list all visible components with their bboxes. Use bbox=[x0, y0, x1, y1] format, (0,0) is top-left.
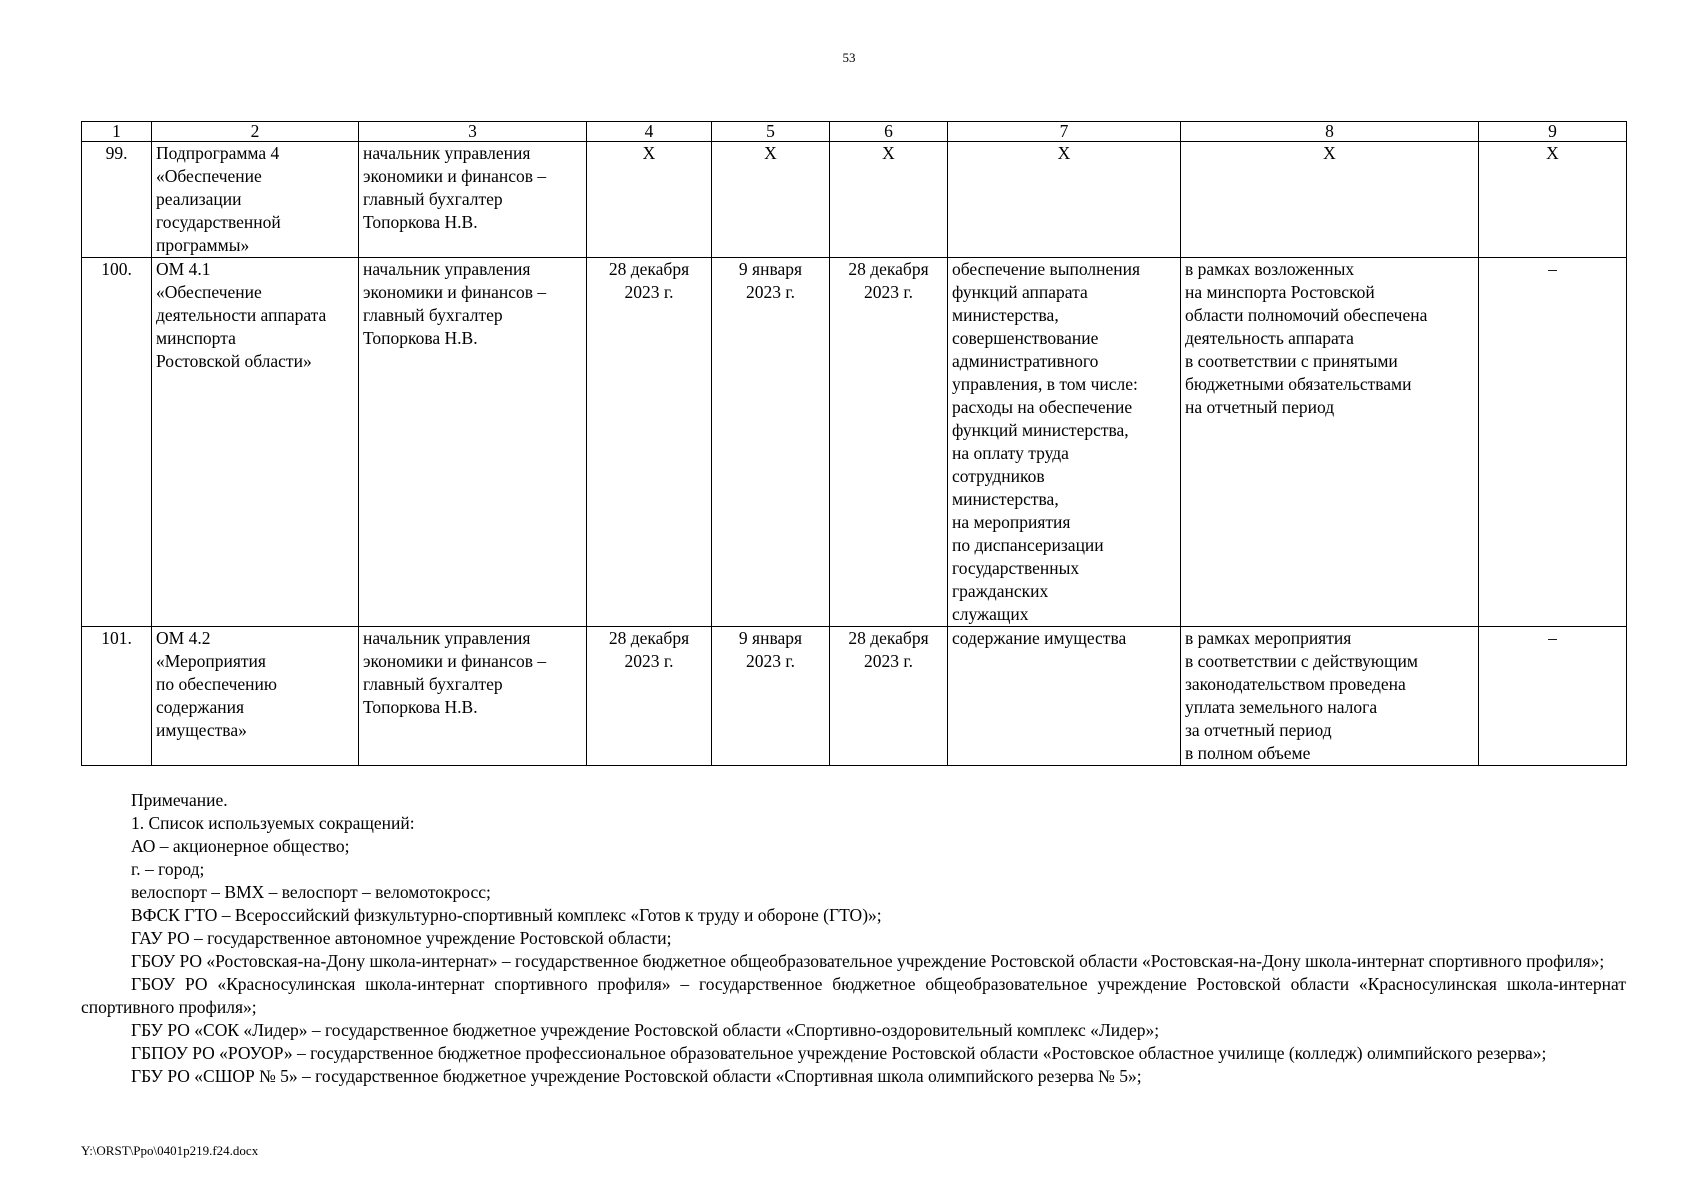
cell-line: совершенствование bbox=[952, 328, 1099, 348]
cell-line: начальник управления bbox=[363, 143, 531, 163]
reason-cell: Х bbox=[1479, 142, 1627, 258]
cell-line: содержание имущества bbox=[952, 628, 1127, 648]
responsible-person-cell bbox=[359, 627, 587, 766]
cell-line: Х bbox=[764, 143, 777, 163]
table-row bbox=[82, 142, 1627, 258]
column-header: 5 bbox=[712, 122, 830, 142]
notes-title: Примечание. bbox=[131, 790, 228, 810]
cell-line: Х bbox=[1057, 143, 1071, 163]
cell-line: 28 декабря bbox=[608, 628, 690, 648]
cell-line: Топоркова Н.В. bbox=[363, 328, 478, 348]
cell-line: сотрудников bbox=[952, 466, 1045, 486]
planned-date-cell bbox=[587, 627, 712, 766]
cell-line: содержания bbox=[156, 697, 245, 717]
cell-line: министерства, bbox=[952, 489, 1059, 509]
cell-line: 2023 г. bbox=[624, 282, 674, 302]
column-header: 3 bbox=[359, 122, 587, 142]
cell-line: «Мероприятия bbox=[156, 651, 266, 671]
planned-results-cell bbox=[948, 142, 1181, 258]
cell-line: в рамках мероприятия bbox=[1185, 628, 1352, 648]
table-row bbox=[82, 627, 1627, 766]
note-item: ГБОУ РО «Красносулинская школа-интернат спортивного профиля» – государственное бюджетное общеобразовательное учреждение Ростовской области «Красносулинская школа-интернат спортивного профиля»; bbox=[81, 974, 1626, 1017]
cell-line: 2023 г. bbox=[746, 282, 795, 302]
cell-line: Х bbox=[882, 143, 895, 163]
cell-line: 2023 г. bbox=[624, 651, 674, 671]
end-date-cell bbox=[830, 142, 948, 258]
cell-line: министерства, bbox=[952, 305, 1059, 325]
cell-line: ОМ 4.1 bbox=[156, 259, 211, 279]
reason-cell: – bbox=[1479, 627, 1627, 766]
row-number-cell: 99. bbox=[82, 142, 152, 258]
note-item: 1. Список используемых сокращений: bbox=[131, 813, 415, 833]
activity-name-cell bbox=[152, 142, 359, 258]
note-item: ВФСК ГТО – Всероссийский физкультурно-спортивный комплекс «Готов к труду и обороне (ГТО)»; bbox=[131, 905, 882, 925]
column-header: 8 bbox=[1181, 122, 1479, 142]
table-row bbox=[82, 258, 1627, 627]
cell-line: Х bbox=[1323, 143, 1336, 163]
actual-results-cell bbox=[1181, 258, 1479, 627]
cell-line: по диспансеризации bbox=[952, 535, 1104, 555]
cell-line: реализации bbox=[156, 189, 242, 209]
activity-name-cell bbox=[152, 627, 359, 766]
cell-line: программы» bbox=[156, 235, 250, 255]
cell-line: экономики и финансов – bbox=[363, 651, 547, 671]
cell-line: Х bbox=[642, 143, 656, 163]
responsible-person-cell bbox=[359, 142, 587, 258]
note-item: г. – город; bbox=[131, 859, 205, 879]
start-date-cell bbox=[712, 142, 830, 258]
cell-line: Топоркова Н.В. bbox=[363, 212, 478, 232]
cell-line: 9 января bbox=[738, 628, 803, 648]
note-item: ГБУ РО «СОК «Лидер» – государственное бюджетное учреждение Ростовской области «Спортивно-оздоровительный комплекс «Лидер»; bbox=[131, 1020, 1160, 1040]
cell-line: минспорта bbox=[156, 328, 236, 348]
table-header-row bbox=[82, 122, 1627, 142]
cell-line: административного bbox=[952, 351, 1099, 371]
cell-line: в рамках возложенных bbox=[1185, 259, 1355, 279]
cell-line: Ростовской области» bbox=[156, 351, 312, 371]
cell-line: функций министерства, bbox=[952, 420, 1129, 440]
cell-line: за отчетный период bbox=[1185, 720, 1332, 740]
cell-line: на оплату труда bbox=[952, 443, 1069, 463]
cell-line: на мероприятия bbox=[952, 512, 1071, 532]
cell-line: начальник управления bbox=[363, 628, 531, 648]
note-item: ГАУ РО – государственное автономное учреждение Ростовской области; bbox=[131, 928, 672, 948]
cell-line: «Обеспечение bbox=[156, 282, 262, 302]
cell-line: государственных bbox=[952, 558, 1080, 578]
cell-line: в соответствии с действующим bbox=[1185, 651, 1418, 671]
activity-name-cell bbox=[152, 258, 359, 627]
cell-line: 9 января bbox=[738, 259, 803, 279]
cell-line: государственной bbox=[156, 212, 281, 232]
column-header: 9 bbox=[1479, 122, 1627, 142]
cell-line: «Обеспечение bbox=[156, 166, 262, 186]
cell-line: ОМ 4.2 bbox=[156, 628, 211, 648]
cell-line: области полномочий обеспечена bbox=[1185, 305, 1428, 325]
column-header: 1 bbox=[82, 122, 152, 142]
cell-line: деятельности аппарата bbox=[156, 305, 327, 325]
row-number-cell: 100. bbox=[82, 258, 152, 627]
cell-line: уплата земельного налога bbox=[1185, 697, 1378, 717]
column-header: 7 bbox=[948, 122, 1181, 142]
start-date-cell bbox=[712, 627, 830, 766]
cell-line: главный бухгалтер bbox=[363, 189, 503, 209]
cell-line: бюджетными обязательствами bbox=[1185, 374, 1412, 394]
cell-line: на минспорта Ростовской bbox=[1185, 282, 1375, 302]
cell-line: функций аппарата bbox=[952, 282, 1088, 302]
file-path-footer: Y:\ORST\Ppo\0401p219.f24.docx bbox=[81, 1143, 259, 1158]
actual-results-cell bbox=[1181, 142, 1479, 258]
cell-line: экономики и финансов – bbox=[363, 282, 547, 302]
cell-line: главный бухгалтер bbox=[363, 305, 503, 325]
end-date-cell bbox=[830, 627, 948, 766]
column-header: 6 bbox=[830, 122, 948, 142]
cell-line: экономики и финансов – bbox=[363, 166, 547, 186]
cell-line: в полном объеме bbox=[1185, 743, 1311, 763]
note-item: ГБПОУ РО «РОУОР» – государственное бюджетное профессиональное образовательное учреждение Ростовской области «Ростовское областное училище (колледж) олимпийского резерва»; bbox=[131, 1043, 1547, 1063]
cell-line: Подпрограмма 4 bbox=[156, 143, 280, 163]
row-number-cell: 101. bbox=[82, 627, 152, 766]
cell-line: 2023 г. bbox=[746, 651, 795, 671]
planned-date-cell bbox=[587, 142, 712, 258]
planned-date-cell bbox=[587, 258, 712, 627]
cell-line: управления, в том числе: bbox=[952, 374, 1138, 394]
notes-section bbox=[81, 789, 1626, 1088]
cell-line: имущества» bbox=[156, 720, 247, 740]
cell-line: 28 декабря bbox=[848, 259, 929, 279]
planned-results-cell bbox=[948, 627, 1181, 766]
cell-line: деятельность аппарата bbox=[1185, 328, 1354, 348]
page-number: 53 bbox=[842, 50, 856, 65]
cell-line: 28 декабря bbox=[608, 259, 690, 279]
cell-line: главный бухгалтер bbox=[363, 674, 503, 694]
start-date-cell bbox=[712, 258, 830, 627]
end-date-cell bbox=[830, 258, 948, 627]
responsible-person-cell bbox=[359, 258, 587, 627]
cell-line: 28 декабря bbox=[848, 628, 929, 648]
cell-line: законодательством проведена bbox=[1185, 674, 1406, 694]
planned-results-cell bbox=[948, 258, 1181, 627]
cell-line: начальник управления bbox=[363, 259, 531, 279]
cell-line: гражданских bbox=[952, 581, 1049, 601]
column-header: 4 bbox=[587, 122, 712, 142]
report-table bbox=[81, 121, 1627, 766]
cell-line: 2023 г. bbox=[864, 282, 913, 302]
note-item: АО – акционерное общество; bbox=[131, 836, 350, 856]
cell-line: расходы на обеспечение bbox=[952, 397, 1133, 417]
cell-line: по обеспечению bbox=[156, 674, 277, 694]
cell-line: на отчетный период bbox=[1185, 397, 1335, 417]
note-item: велоспорт – ВМХ – велоспорт – веломотокросс; bbox=[131, 882, 491, 902]
cell-line: служащих bbox=[952, 604, 1029, 624]
column-header: 2 bbox=[152, 122, 359, 142]
cell-line: в соответствии с принятыми bbox=[1185, 351, 1398, 371]
cell-line: Топоркова Н.В. bbox=[363, 697, 478, 717]
table-body bbox=[82, 142, 1627, 766]
note-item: ГБУ РО «СШОР № 5» – государственное бюджетное учреждение Ростовской области «Спортивная школа олимпийского резерва № 5»; bbox=[131, 1066, 1142, 1086]
cell-line: обеспечение выполнения bbox=[952, 259, 1141, 279]
cell-line: 2023 г. bbox=[864, 651, 913, 671]
actual-results-cell bbox=[1181, 627, 1479, 766]
note-item: ГБОУ РО «Ростовская-на-Дону школа-интернат» – государственное бюджетное общеобразовательное учреждение Ростовской области «Ростовская-на-Дону школа-интернат спортивного профиля»; bbox=[131, 951, 1605, 971]
reason-cell: – bbox=[1479, 258, 1627, 627]
